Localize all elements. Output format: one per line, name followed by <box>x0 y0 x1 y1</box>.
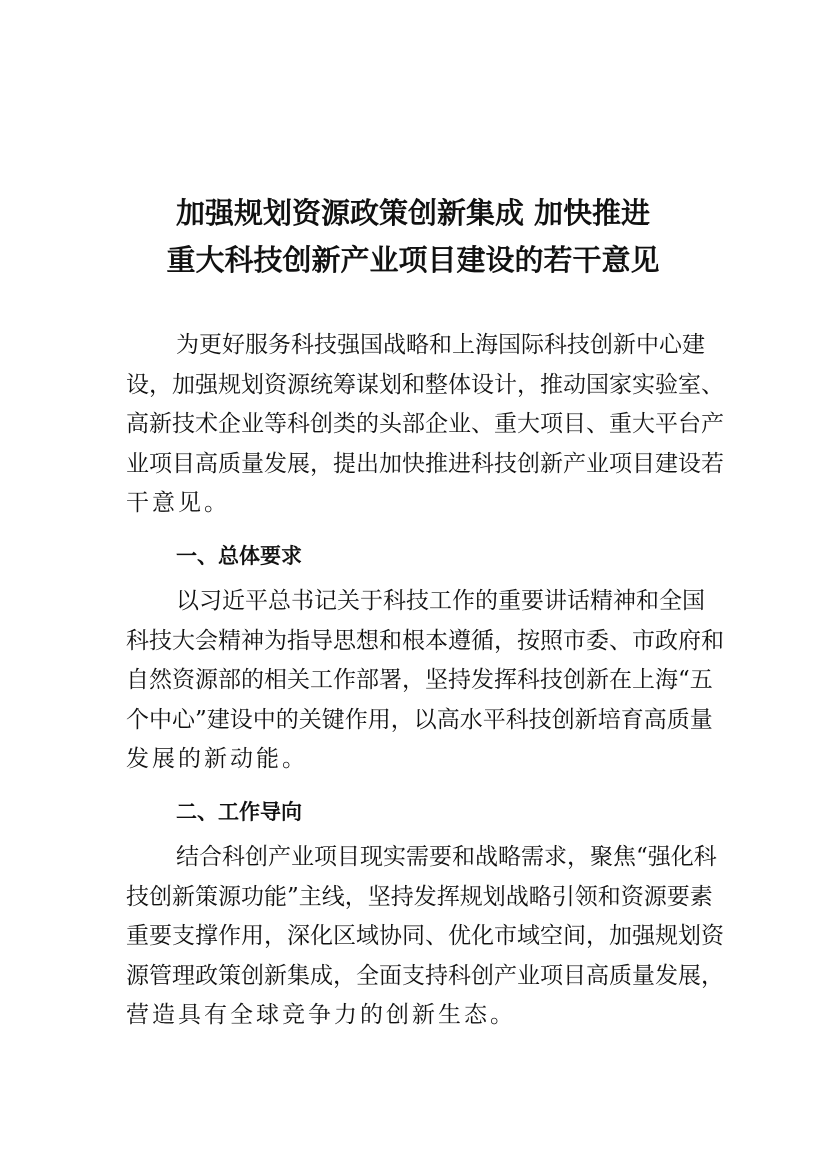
text-line: 发展的新动能。 <box>126 746 308 773</box>
text-line: 干意见。 <box>126 490 230 517</box>
text-line: 结合科创产业项目现实需要和战略需求，聚焦“强化科 <box>176 843 717 870</box>
section-paragraph <box>126 582 724 780</box>
section-heading: 二、工作导向 <box>176 799 302 824</box>
text-line: 源管理政策创新集成，全面支持科创产业项目高质量发展， <box>126 962 724 989</box>
title-line: 重大科技创新产业项目建设的若干意见 <box>166 243 660 277</box>
document-title <box>0 190 826 284</box>
text-line: 为更好服务科技强国战略和上海国际科技创新中心建 <box>176 332 705 358</box>
text-line: 高新技术企业等科创类的头部企业、重大项目、重大平台产 <box>126 411 724 438</box>
text-line: 自然资源部的相关工作部署，坚持发挥科技创新在上海“五 <box>126 667 713 694</box>
text-line: 技创新策源功能”主线，坚持发挥规划战略引领和资源要素 <box>126 883 713 910</box>
title-line: 加强规划资源政策创新集成 加快推进 <box>175 196 651 230</box>
section-heading: 一、总体要求 <box>176 543 302 568</box>
text-line: 以习近平总书记关于科技工作的重要讲话精神和全国 <box>176 587 705 614</box>
text-line: 重要支撑作用，深化区域协同、优化市域空间，加强规划资 <box>126 923 724 950</box>
intro-paragraph <box>126 326 724 524</box>
text-line: 设，加强规划资源统筹谋划和整体设计，推动国家实验室、 <box>126 371 724 398</box>
section-paragraph <box>126 838 724 1036</box>
text-line: 科技大会精神为指导思想和根本遵循，按照市委、市政府和 <box>126 627 724 654</box>
text-line: 业项目高质量发展，提出加快推进科技创新产业项目建设若 <box>126 450 724 477</box>
document-body <box>126 326 724 1036</box>
text-line: 营造具有全球竞争力的创新生态。 <box>126 1002 516 1029</box>
text-line: 个中心”建设中的关键作用，以高水平科技创新培育高质量 <box>126 706 713 733</box>
